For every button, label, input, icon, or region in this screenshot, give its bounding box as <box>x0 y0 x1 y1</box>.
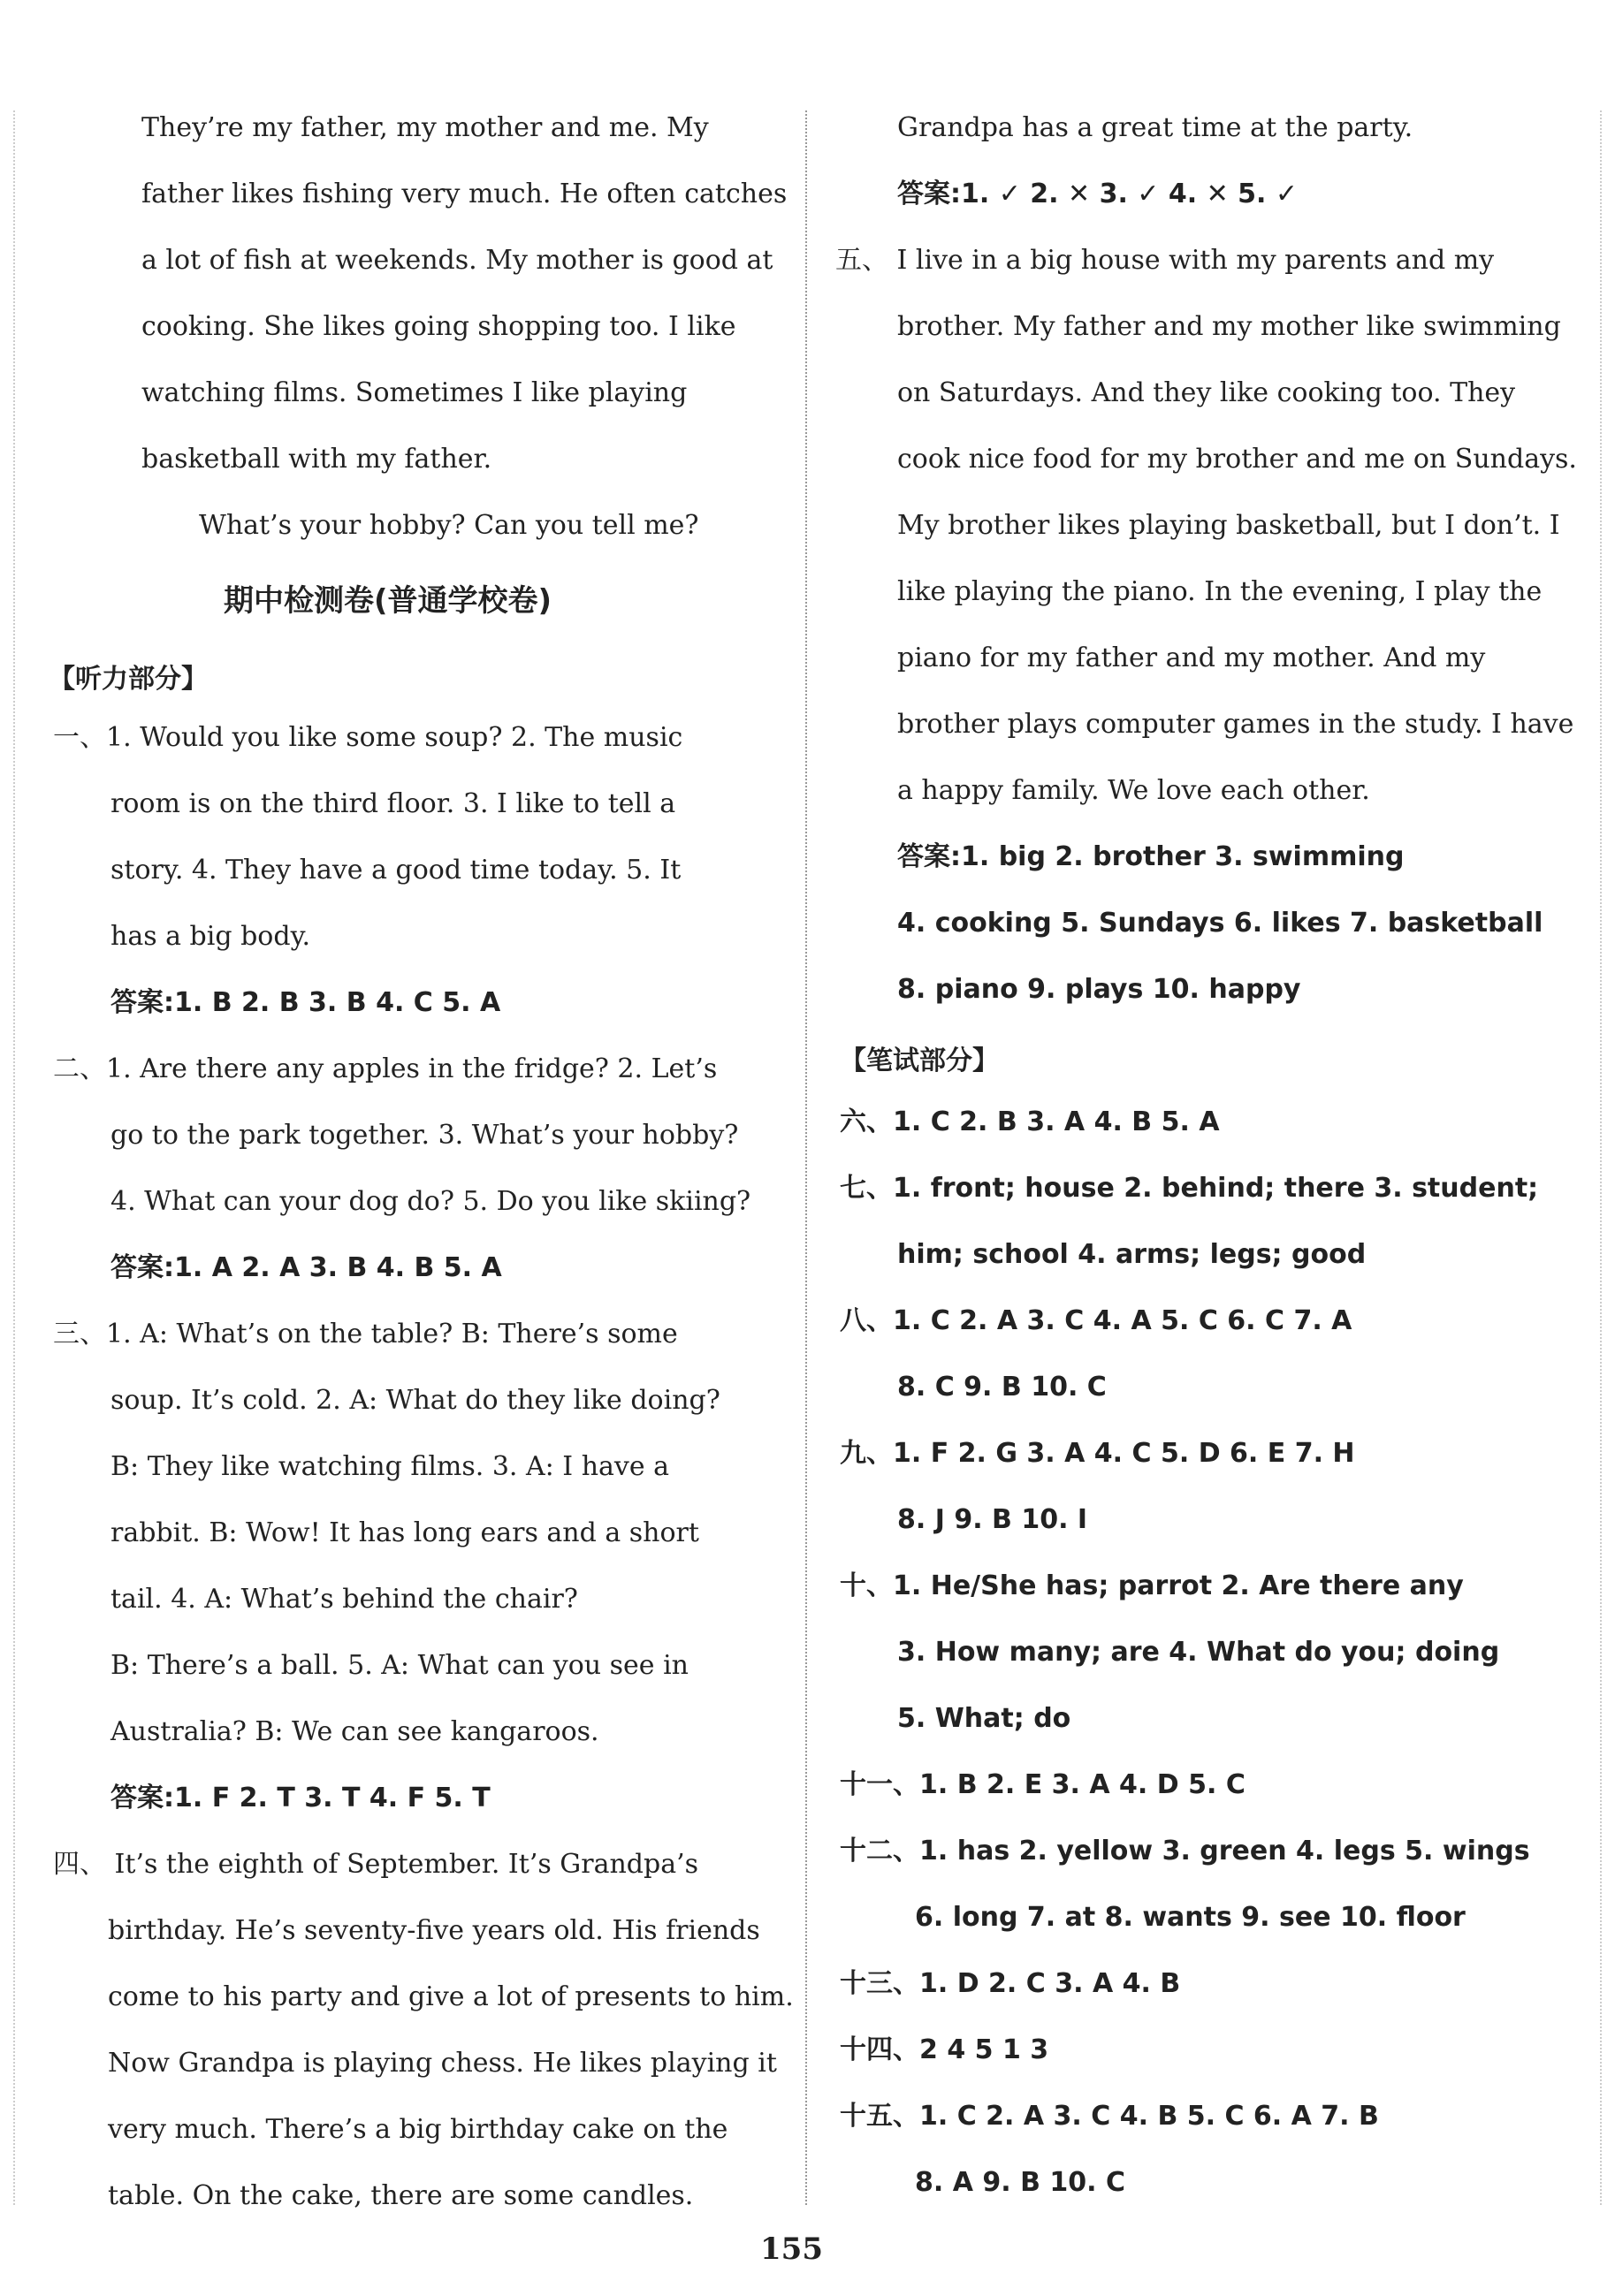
text-line: basketball with my father. <box>141 444 492 475</box>
question-1-line: 一、1. Would you like some soup? 2. The music <box>53 722 683 753</box>
question-3-line: B: There’s a ball. 5. A: What can you see in <box>110 1650 689 1681</box>
page-number: 155 <box>760 2231 823 2267</box>
question-4-line: come to his party and give a lot of presents to him. <box>108 1981 794 2012</box>
question-5-line: piano for my father and my mother. And my <box>897 642 1486 673</box>
answer-line: 十四、2 4 5 1 3 <box>840 2034 1049 2065</box>
answer-line: 答案:1. big 2. brother 3. swimming <box>897 841 1405 872</box>
answer-line: 八、1. C 2. A 3. C 4. A 5. C 6. C 7. A <box>840 1305 1352 1336</box>
answer-line: 六、1. C 2. B 3. A 4. B 5. A <box>840 1106 1220 1137</box>
answer-line: 6. long 7. at 8. wants 9. see 10. floor <box>915 1902 1466 1933</box>
section-title: 期中检测卷(普通学校卷) <box>224 583 552 619</box>
answer-line: 答案:1. B 2. B 3. B 4. C 5. A <box>110 987 501 1018</box>
answer-line: 3. How many; are 4. What do you; doing <box>897 1637 1500 1668</box>
question-5-line: on Saturdays. And they like cooking too. They <box>897 377 1516 408</box>
left-margin-dots <box>13 110 15 2205</box>
question-5-line: brother plays computer games in the study. I have <box>897 709 1574 740</box>
question-2-line: 4. What can your dog do? 5. Do you like skiing? <box>110 1186 751 1217</box>
question-4-line: Now Grandpa is playing chess. He likes playing it <box>108 2048 777 2079</box>
question-1-line: story. 4. They have a good time today. 5. It <box>110 855 682 886</box>
writing-heading: 【笔试部分】 <box>840 1045 999 1076</box>
question-4-line: birthday. He’s seventy-five years old. His friends <box>108 1915 760 1946</box>
answer-line: 8. C 9. B 10. C <box>897 1372 1107 1403</box>
question-1-line: has a big body. <box>110 921 311 952</box>
column-divider <box>805 110 807 2205</box>
text-line: What’s your hobby? Can you tell me? <box>199 510 699 541</box>
answer-line: 十二、1. has 2. yellow 3. green 4. legs 5. wings <box>840 1836 1530 1866</box>
listening-heading: 【听力部分】 <box>49 664 208 695</box>
text-line: Grandpa has a great time at the party. <box>897 112 1413 143</box>
question-3-line: tail. 4. A: What’s behind the chair? <box>110 1584 578 1615</box>
answer-line: 十三、1. D 2. C 3. A 4. B <box>840 1968 1181 1999</box>
question-2-line: go to the park together. 3. What’s your hobby? <box>110 1120 739 1151</box>
question-5-line: cook nice food for my brother and me on Sundays. <box>897 444 1577 475</box>
question-5-line: like playing the piano. In the evening, I play the <box>897 576 1543 607</box>
question-3-line: B: They like watching films. 3. A: I have a <box>110 1451 670 1482</box>
answer-line: 答案:1. F 2. T 3. T 4. F 5. T <box>110 1783 491 1813</box>
answer-line: 答案:1. ✓ 2. ✕ 3. ✓ 4. ✕ 5. ✓ <box>897 179 1299 209</box>
answer-line: 十一、1. B 2. E 3. A 4. D 5. C <box>840 1769 1246 1800</box>
answer-line: 答案:1. A 2. A 3. B 4. B 5. A <box>110 1252 502 1283</box>
question-4-line: 四、 It’s the eighth of September. It’s Grandpa’s <box>53 1849 699 1880</box>
answer-line: 十五、1. C 2. A 3. C 4. B 5. C 6. A 7. B <box>840 2101 1379 2132</box>
question-4-line: table. On the cake, there are some candles. <box>108 2180 694 2211</box>
question-3-line: soup. It’s cold. 2. A: What do they like doing? <box>110 1385 720 1416</box>
question-3-line: 三、1. A: What’s on the table? B: There’s some <box>53 1319 678 1349</box>
text-line: a lot of fish at weekends. My mother is good at <box>141 245 773 276</box>
question-5-line: 五、 I live in a big house with my parents and my <box>835 245 1495 276</box>
question-5-line: brother. My father and my mother like swimming <box>897 311 1561 342</box>
text-line: father likes fishing very much. He often catches <box>141 179 788 209</box>
text-line: cooking. She likes going shopping too. I like <box>141 311 736 342</box>
answer-line: 十、1. He/She has; parrot 2. Are there any <box>840 1570 1464 1601</box>
text-line: watching films. Sometimes I like playing <box>141 377 688 408</box>
question-1-line: room is on the third floor. 3. I like to tell a <box>110 788 676 819</box>
question-3-line: rabbit. B: Wow! It has long ears and a short <box>110 1517 699 1548</box>
answer-line: 8. piano 9. plays 10. happy <box>897 974 1301 1005</box>
answer-line: 5. What; do <box>897 1703 1071 1734</box>
question-5-line: My brother likes playing basketball, but I don’t. I <box>897 510 1560 541</box>
question-4-line: very much. There’s a big birthday cake on the <box>108 2114 728 2145</box>
question-2-line: 二、1. Are there any apples in the fridge? 2. Let’s <box>53 1053 718 1084</box>
answer-line: 七、1. front; house 2. behind; there 3. student; <box>840 1173 1539 1204</box>
question-5-line: a happy family. We love each other. <box>897 775 1370 806</box>
answer-line: 4. cooking 5. Sundays 6. likes 7. basketball <box>897 908 1543 939</box>
text-line: They’re my father, my mother and me. My <box>141 112 709 143</box>
question-3-line: Australia? B: We can see kangaroos. <box>110 1716 599 1747</box>
answer-line: him; school 4. arms; legs; good <box>897 1239 1367 1270</box>
answer-line: 九、1. F 2. G 3. A 4. C 5. D 6. E 7. H <box>840 1438 1355 1469</box>
answer-line: 8. J 9. B 10. I <box>897 1504 1088 1535</box>
answer-line: 8. A 9. B 10. C <box>915 2167 1126 2198</box>
right-margin-dots <box>1600 110 1602 2205</box>
